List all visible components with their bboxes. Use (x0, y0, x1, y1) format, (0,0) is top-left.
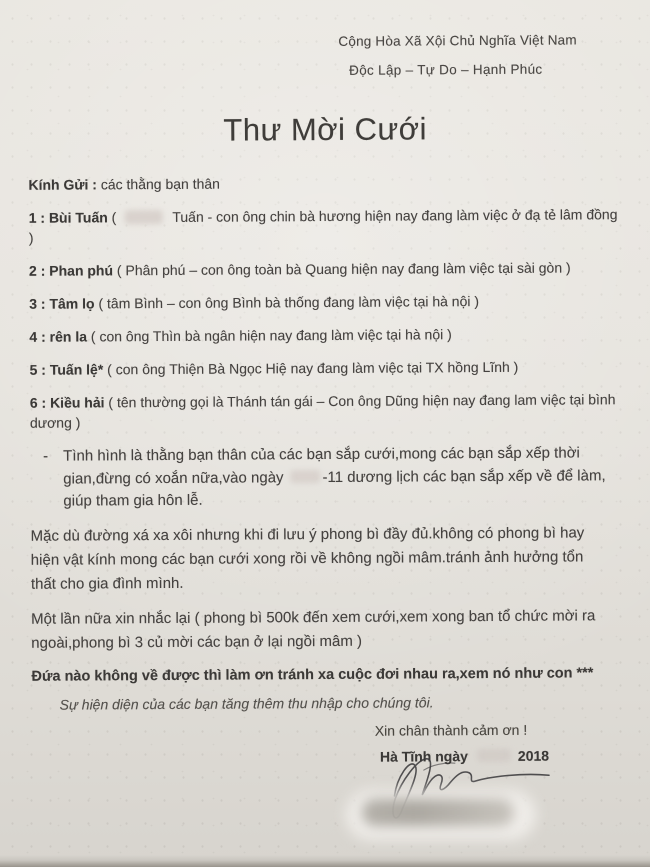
motto-line-1: Cộng Hòa Xã Xội Chủ Nghĩa Việt Nam (338, 32, 577, 49)
salutation-line (28, 173, 622, 193)
guest-line-6 (30, 389, 626, 433)
guest-name: Bùi Tuấn (48, 209, 108, 226)
salutation-text: các thằng bạn thân (100, 175, 220, 193)
thanks-line: Xin chân thành cảm ơn ! (374, 721, 528, 739)
national-header (313, 32, 603, 78)
motto-line-2: Độc Lập – Tự Do – Hạnh Phúc (349, 61, 543, 78)
notice-text (63, 442, 611, 513)
guest-line-4 (29, 323, 625, 347)
guest-list (29, 204, 626, 433)
guest-line-5 (30, 356, 626, 380)
guest-name: rên la (49, 328, 88, 345)
guest-number: 4 : (29, 328, 46, 345)
guest-line-1 (29, 204, 625, 248)
redacted-name-blur (124, 210, 162, 224)
envelope-paragraph: Mặc dù đường xá xa xôi nhưng khi đi lưu ý phong bì đầy đủ.không có phong bì hay hiện vật kính mong các bạn cưới xong rồi về không ngồi mâm.tránh ảnh hưởng tổn thất cho gia đình mình. (30, 523, 585, 593)
guest-number: 5 : (29, 361, 46, 378)
guest-details: ( con ông Thiện Bà Ngọc Hiệ nay đang làm việc tại TX hồng Lĩnh ) (107, 358, 519, 378)
guest-name: Tâm lọ (49, 295, 95, 312)
guest-line-3 (29, 290, 625, 314)
guest-details: Tuấn - con ông chin bà hương hiện nay đang làm việc ở đạ tẻ lâm đồng ) (28, 206, 618, 246)
guest-number: 3 : (29, 295, 46, 312)
guest-details: ( con ông Thìn bà ngân hiện nay đang làm việc tại hà nội ) (90, 326, 452, 345)
redacted-signer-name-blur (362, 799, 514, 826)
notice-text-end: -11 dương lịch các bạn sắp xếp về để làm, giúp tham gia hôn lễ. (63, 466, 606, 510)
guest-number: 2 : (28, 262, 46, 279)
guest-number: 6 : (29, 394, 47, 411)
reminder-paragraph: Một lần nữa xin nhắc lại ( phong bì 500k đến xem cưới,xem xong ban tổ chức mời ra ngoài,phong bì 3 củ mời các bạn ở lại ngồi mâm ) (31, 606, 596, 652)
guest-number: 1 : (28, 209, 46, 226)
salutation-label: Kính Gửi : (28, 176, 97, 193)
guest-paren: ( (111, 209, 117, 226)
guest-details: ( Phân phú – con ông toàn bà Quang hiện nay đang làm việc tại sài gòn ) (116, 259, 571, 279)
guest-details: ( tâm Bình – con ông Bình bà thống đang làm việc tại hà nội ) (98, 293, 480, 312)
guest-details: ( tên thường gọi là Thánh tán gái – Con ông Dũng hiện nay đang lam việc tại bình dương ) (29, 391, 616, 431)
list-dash: - (43, 447, 49, 465)
notice-paragraph (30, 442, 624, 513)
notice-text-start: Tình hình là thằng bạn thân của các bạn sắp cưới,mong các bạn sắp xếp thời gian,đừng có xoắn nữa,vào ngày (63, 444, 580, 488)
warning-line: Đứa nào không về được thì làm ơn tránh xa cuộc đơi nhau ra,xem nó như con *** (31, 664, 594, 685)
date-place: Hà Tĩnh ngày (379, 747, 468, 765)
redacted-day-blur (290, 470, 320, 483)
guest-name: Kiều hải (49, 394, 105, 411)
guest-line-2 (29, 257, 625, 281)
date-year: 2018 (517, 747, 550, 764)
guest-name: Phan phú (49, 262, 114, 279)
italic-note: Sự hiện diện của các bạn tăng thêm thu nhập cho chúng tôi. (59, 693, 434, 713)
letter-title: Thư Mời Cưới (223, 111, 428, 148)
guest-name: Tuấn lệ* (49, 361, 104, 378)
